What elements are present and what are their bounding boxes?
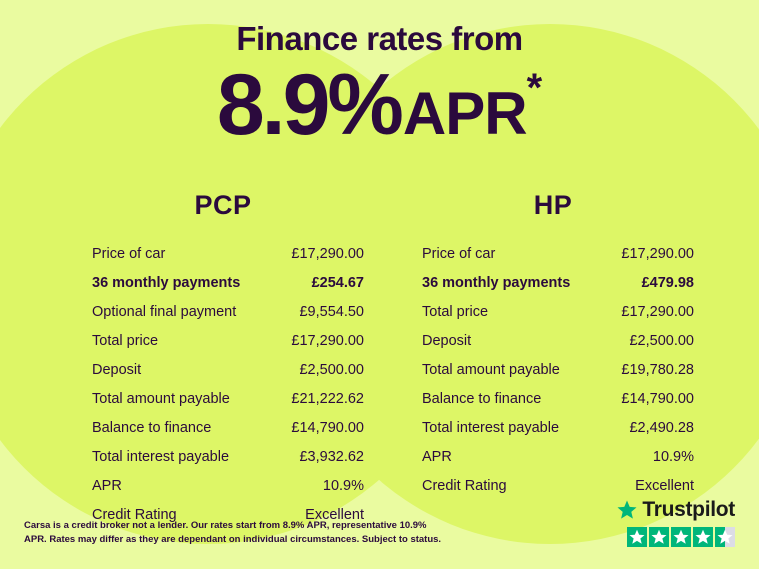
rating-star-3 — [671, 527, 691, 547]
row-label: Total amount payable — [422, 361, 560, 378]
legal-footnote: Carsa is a credit broker not a lender. Our rates start from 8.9% APR, representative 10.9% APR. Rates may differ as they are dependant on individual circumstances. Subject to status. — [24, 520, 442, 546]
row-value: £17,290.00 — [291, 245, 364, 262]
table-row — [408, 268, 698, 297]
row-value: £14,790.00 — [291, 419, 364, 436]
table-row — [78, 355, 368, 384]
row-label: 36 monthly payments — [422, 274, 571, 291]
rate-display — [0, 57, 759, 153]
row-value: £21,222.62 — [291, 390, 364, 407]
table-row — [408, 471, 698, 500]
row-value: £2,500.00 — [629, 332, 694, 349]
row-label: Price of car — [422, 245, 496, 262]
table-row — [408, 413, 698, 442]
hp-column — [408, 190, 698, 500]
table-row — [408, 239, 698, 268]
table-row — [78, 268, 368, 297]
row-value: £17,290.00 — [291, 332, 364, 349]
row-label: Total price — [92, 332, 159, 349]
row-label: 36 monthly payments — [92, 274, 241, 291]
row-label: Deposit — [92, 361, 142, 378]
row-label: Balance to finance — [422, 390, 542, 407]
table-row — [78, 471, 368, 500]
row-value: £3,932.62 — [299, 448, 364, 465]
row-value: 10.9% — [652, 448, 694, 465]
table-row — [78, 297, 368, 326]
row-value: £19,780.28 — [621, 361, 694, 378]
row-label: Total interest payable — [92, 448, 230, 465]
table-row — [78, 326, 368, 355]
table-row — [78, 239, 368, 268]
table-row — [408, 442, 698, 471]
row-label: Credit Rating — [92, 506, 177, 523]
pcp-column — [78, 190, 368, 529]
table-row — [78, 442, 368, 471]
rate-apr-label: APR — [402, 80, 527, 147]
row-value: £2,500.00 — [299, 361, 364, 378]
row-value: £479.98 — [641, 274, 694, 291]
rate-asterisk: * — [526, 66, 543, 110]
trustpilot-badge[interactable] — [617, 498, 735, 547]
trustpilot-star-icon — [617, 500, 637, 520]
row-value: £17,290.00 — [621, 303, 694, 320]
row-label: Optional final payment — [92, 303, 237, 320]
row-label: Deposit — [422, 332, 472, 349]
row-value: 10.9% — [322, 477, 364, 494]
trustpilot-name: Trustpilot — [642, 498, 735, 521]
table-row — [78, 413, 368, 442]
table-row — [408, 384, 698, 413]
rating-star-4 — [693, 527, 713, 547]
table-row — [78, 384, 368, 413]
rating-star-2 — [649, 527, 669, 547]
rating-star-5-half — [715, 527, 735, 547]
row-label: Balance to finance — [92, 419, 212, 436]
pcp-title: PCP — [194, 190, 252, 220]
row-label: Total interest payable — [422, 419, 560, 436]
table-row — [408, 297, 698, 326]
row-label: APR — [92, 477, 122, 494]
page-title: Finance rates from — [236, 20, 523, 57]
row-label: APR — [422, 448, 452, 465]
table-row — [408, 326, 698, 355]
row-label: Total price — [422, 303, 489, 320]
row-label: Credit Rating — [422, 477, 507, 494]
rate-percent: 8.9% — [216, 57, 401, 153]
row-label: Total amount payable — [92, 390, 230, 407]
row-value: £2,490.28 — [629, 419, 694, 436]
row-value: Excellent — [305, 506, 364, 523]
row-value: £9,554.50 — [299, 303, 364, 320]
rating-star-1 — [627, 527, 647, 547]
trustpilot-rating — [617, 527, 735, 547]
table-row — [408, 355, 698, 384]
hp-title: HP — [533, 190, 573, 220]
row-value: £14,790.00 — [621, 390, 694, 407]
trustpilot-wordmark — [617, 498, 735, 522]
row-value: £254.67 — [311, 274, 364, 291]
row-label: Price of car — [92, 245, 166, 262]
row-value: £17,290.00 — [621, 245, 694, 262]
row-value: Excellent — [635, 477, 694, 494]
